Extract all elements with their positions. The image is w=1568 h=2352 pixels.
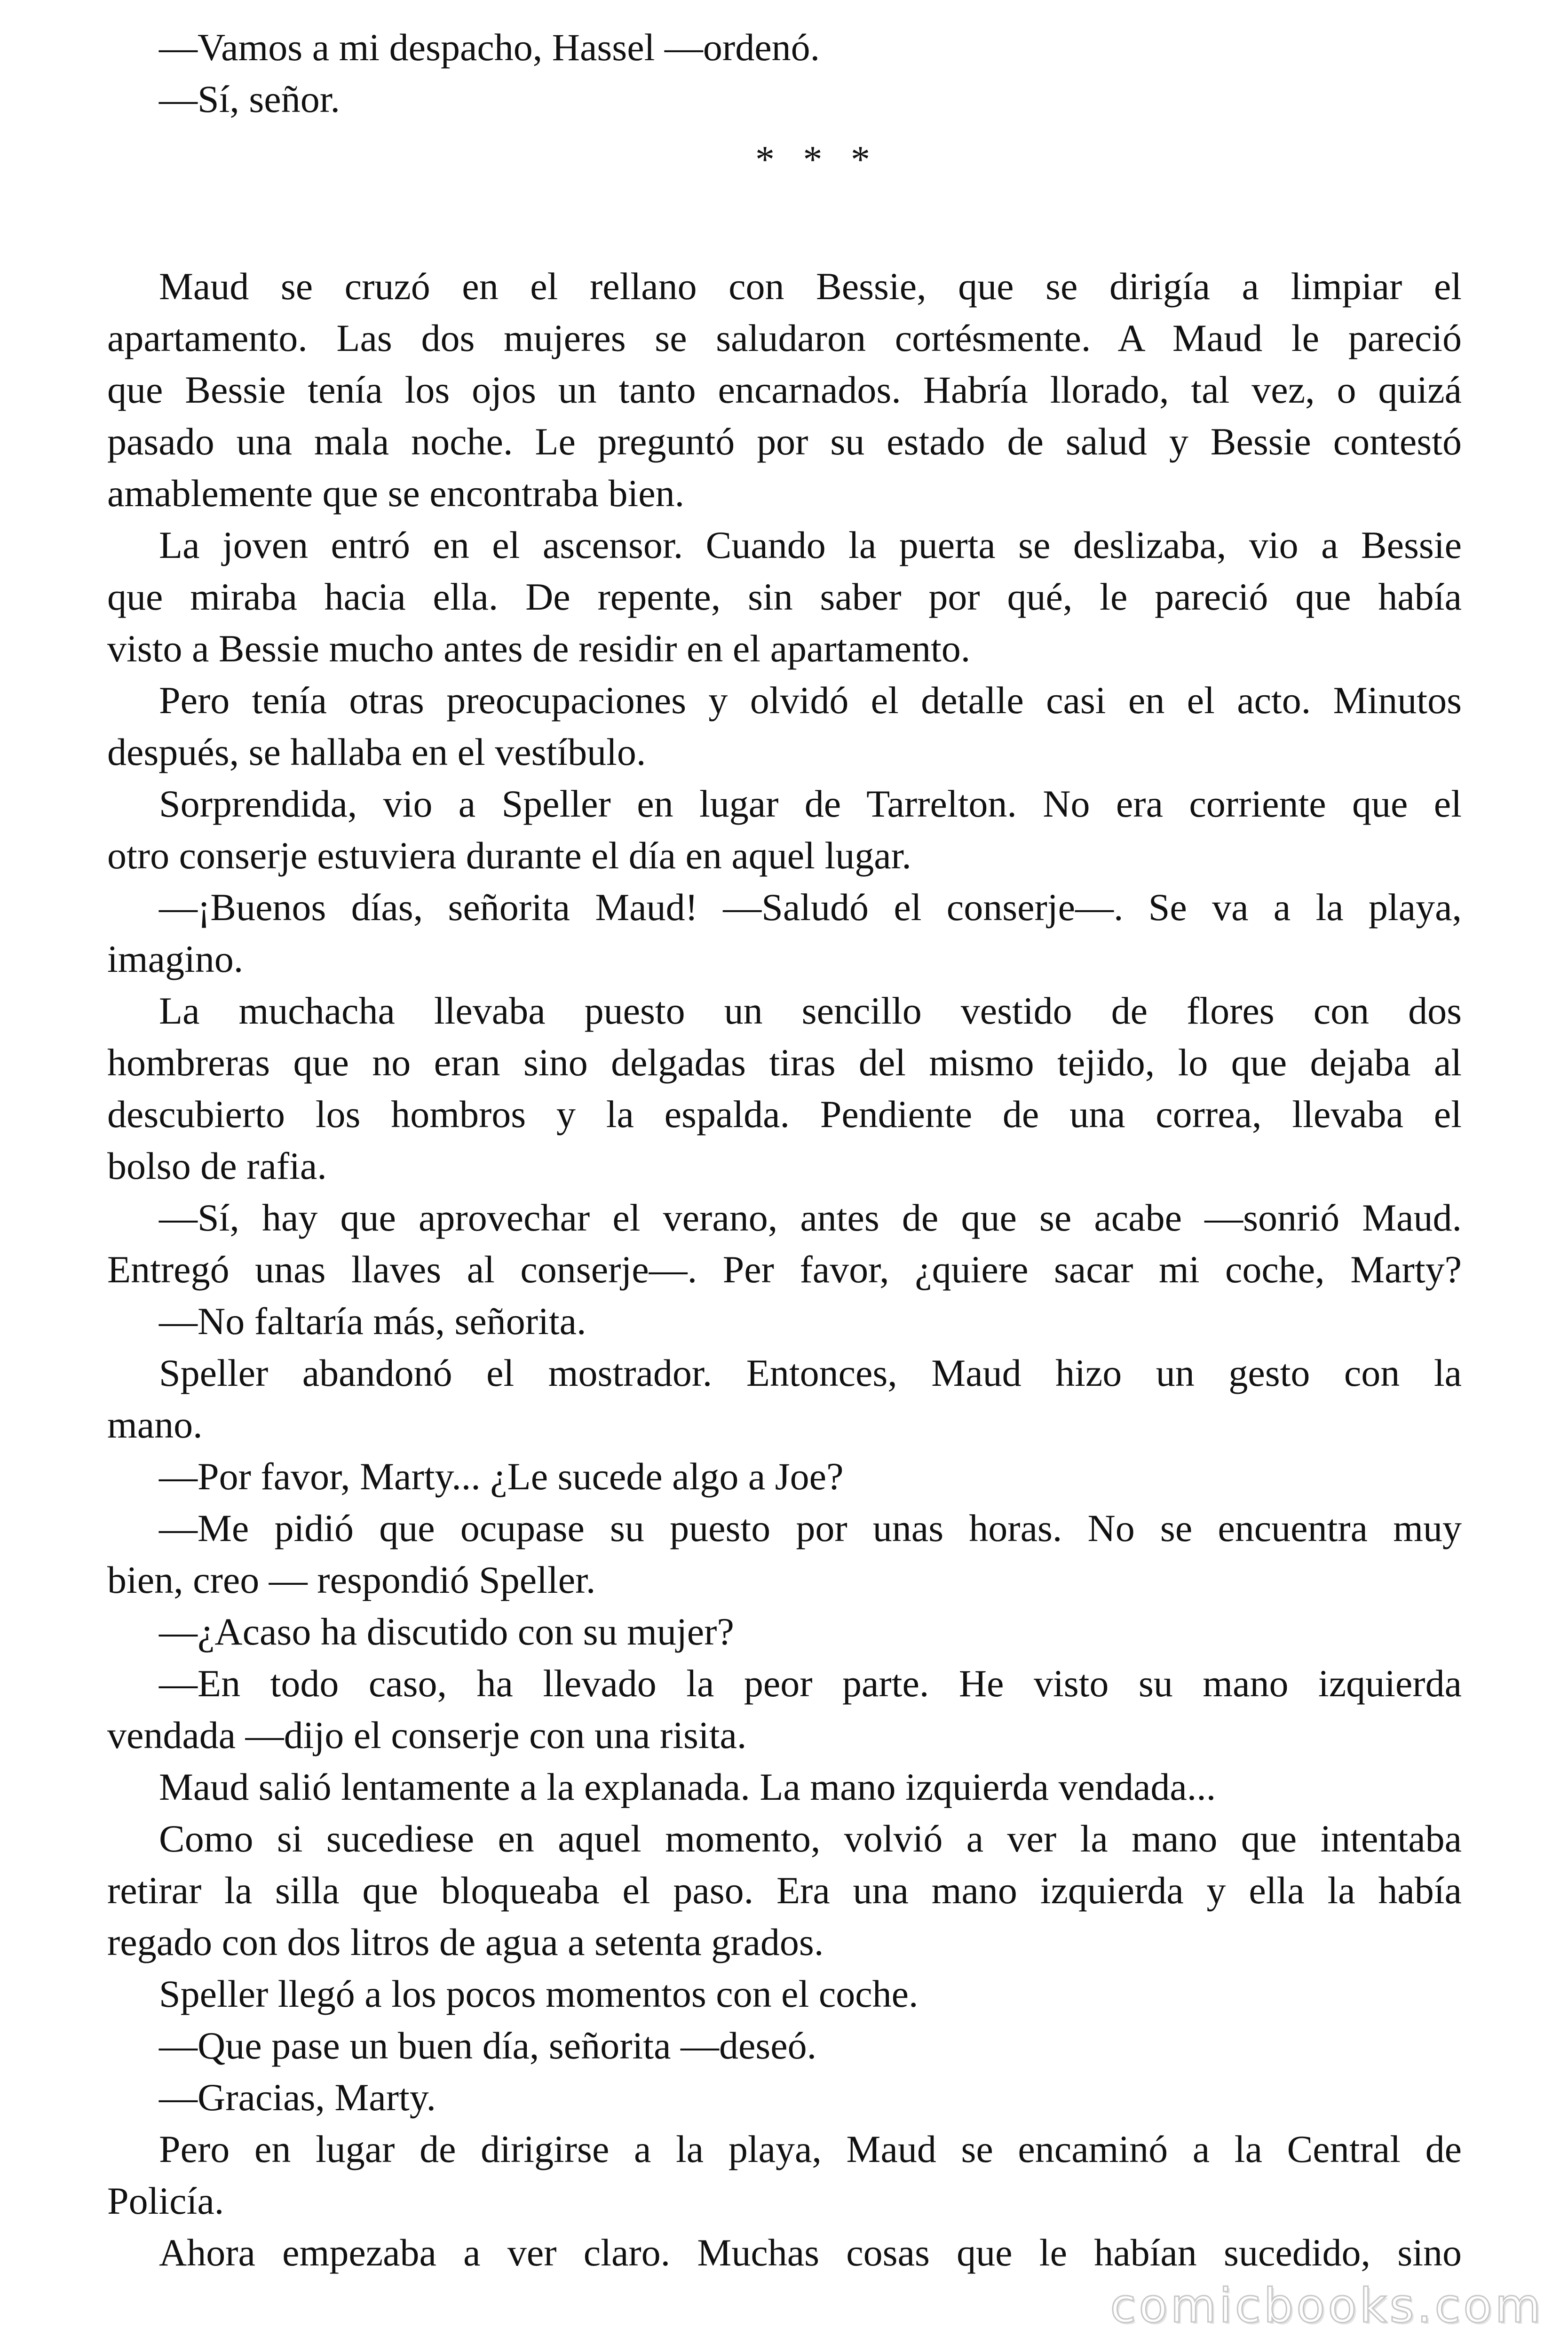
watermark-logo: comicbooks.com — [1110, 2278, 1544, 2333]
text-line: La muchacha llevaba puesto un sencillo vestido de flores con dos — [159, 989, 1462, 1032]
body-text — [107, 261, 1462, 2279]
text-line: que miraba hacia ella. De repente, sin saber por qué, le pareció que había — [107, 575, 1462, 618]
text-line: regado con dos litros de agua a setenta grados. — [107, 1921, 824, 1963]
text-line: —Me pidió que ocupase su puesto por unas horas. No se encuentra muy — [159, 1507, 1462, 1549]
text-line: —Gracias, Marty. — [159, 2076, 436, 2119]
text-line: —Sí, señor. — [159, 78, 340, 120]
text-line: Speller abandonó el mostrador. Entonces, Maud hizo un gesto con la — [159, 1351, 1462, 1394]
text-line: Ahora empezaba a ver claro. Muchas cosas que le habían sucedido, sino — [159, 2231, 1462, 2274]
text-line: bolso de rafia. — [107, 1144, 327, 1187]
text-line: descubierto los hombros y la espalda. Pendiente de una correa, llevaba el — [107, 1093, 1462, 1136]
opening-lines — [107, 22, 1462, 125]
text-line: Sorprendida, vio a Speller en lugar de Tarrelton. No era corriente que el — [159, 782, 1462, 825]
text-line: pasado una mala noche. Le preguntó por su estado de salud y Bessie contestó — [107, 420, 1462, 463]
text-line: retirar la silla que bloqueaba el paso. Era una mano izquierda y ella la había — [107, 1869, 1462, 1912]
text-line: mano. — [107, 1403, 203, 1446]
text-line: Pero en lugar de dirigirse a la playa, Maud se encaminó a la Central de — [159, 2128, 1462, 2170]
text-line: —Por favor, Marty... ¿Le sucede algo a Joe? — [159, 1455, 844, 1498]
section-separator: * * * — [755, 138, 879, 181]
text-line: Como si sucediese en aquel momento, volvió a ver la mano que intentaba — [159, 1817, 1462, 1860]
text-line: —Vamos a mi despacho, Hassel —ordenó. — [159, 26, 820, 69]
text-line: vendada —dijo el conserje con una risita. — [107, 1714, 747, 1756]
text-line: amablemente que se encontraba bien. — [107, 472, 685, 515]
text-line: —¡Buenos días, señorita Maud! —Saludó el conserje—. Se va a la playa, — [159, 886, 1462, 929]
text-line: Pero tenía otras preocupaciones y olvidó el detalle casi en el acto. Minutos — [159, 679, 1462, 722]
text-line: hombreras que no eran sino delgadas tiras del mismo tejido, lo que dejaba al — [107, 1041, 1462, 1084]
text-line: después, se hallaba en el vestíbulo. — [107, 731, 646, 773]
text-line: —No faltaría más, señorita. — [159, 1300, 586, 1343]
text-line: otro conserje estuviera durante el día en aquel lugar. — [107, 834, 911, 877]
text-line: apartamento. Las dos mujeres se saludaron cortésmente. A Maud le pareció — [107, 317, 1462, 359]
page-text — [107, 22, 1462, 2279]
text-line: que Bessie tenía los ojos un tanto encarnados. Habría llorado, tal vez, o quizá — [107, 368, 1462, 411]
text-line: bien, creo — respondió Speller. — [107, 1558, 596, 1601]
text-line: —Sí, hay que aprovechar el verano, antes de que se acabe —sonrió Maud. — [159, 1196, 1462, 1239]
text-line: visto a Bessie mucho antes de residir en el apartamento. — [107, 627, 971, 670]
text-line: —En todo caso, ha llevado la peor parte. He visto su mano izquierda — [159, 1662, 1462, 1705]
text-line: —Que pase un buen día, señorita —deseó. — [159, 2024, 817, 2067]
text-line: Speller llegó a los pocos momentos con el coche. — [159, 1972, 919, 2015]
text-line: imagino. — [107, 938, 244, 980]
text-line: —¿Acaso ha discutido con su mujer? — [159, 1610, 734, 1653]
text-line: Policía. — [107, 2179, 224, 2222]
text-line: Maud salió lentamente a la explanada. La mano izquierda vendada... — [159, 1765, 1216, 1808]
text-line: Maud se cruzó en el rellano con Bessie, que se dirigía a limpiar el — [159, 265, 1462, 308]
text-line: La joven entró en el ascensor. Cuando la puerta se deslizaba, vio a Bessie — [159, 524, 1462, 566]
text-line: Entregó unas llaves al conserje—. Per favor, ¿quiere sacar mi coche, Marty? — [107, 1248, 1462, 1291]
